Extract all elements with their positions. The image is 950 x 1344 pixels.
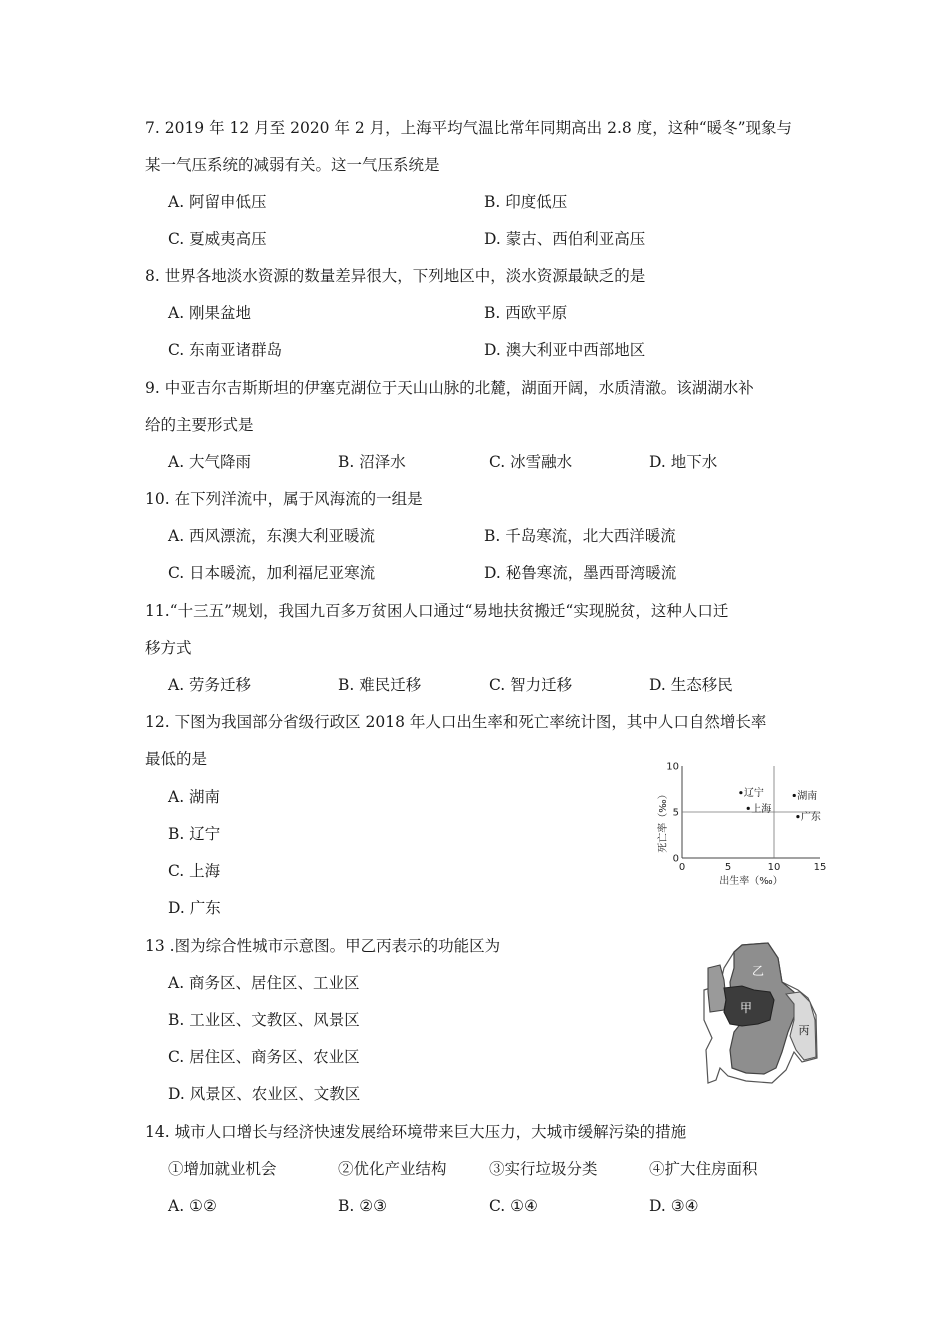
option-d: D. 蒙古、西伯利亚高压	[484, 230, 646, 248]
option-a: A. 刚果盆地	[168, 304, 252, 322]
question-stem-line: 某一气压系统的减弱有关。这一气压系统是	[145, 156, 440, 174]
option-b: B. 千岛寒流，北大西洋暖流	[484, 527, 676, 545]
x-tick-label: 15	[813, 862, 827, 873]
x-tick-label: 0	[678, 862, 686, 873]
chart-points	[739, 786, 821, 823]
choice-3: ③实行垃圾分类	[489, 1160, 598, 1178]
option-c: C. 东南亚诸群岛	[168, 341, 283, 359]
question-stem-line: 8. 世界各地淡水资源的数量差异很大，下列地区中，淡水资源最缺乏的是	[145, 267, 646, 285]
point-label: 辽宁	[743, 788, 764, 800]
option-d: D. 生态移民	[649, 676, 733, 694]
x-tick-label: 10	[767, 862, 781, 873]
city-function-map	[690, 940, 830, 1085]
y-tick-label: 10	[666, 761, 679, 773]
option-a: A. ①②	[168, 1197, 217, 1215]
question-stem-line: 最低的是	[145, 750, 208, 768]
choice-1: ①增加就业机会	[168, 1160, 277, 1178]
option-b: B. 沼泽水	[338, 453, 406, 471]
question-stem-line: 给的主要形式是	[145, 416, 254, 434]
birth-death-rate-chart	[655, 758, 835, 890]
option-d: D. 澳大利亚中西部地区	[484, 341, 646, 359]
point-label: 上海	[751, 803, 772, 815]
point-湖南	[793, 794, 796, 797]
option-a: A. 劳务迁移	[168, 676, 252, 694]
option-a: A. 湖南	[168, 788, 221, 806]
y-tick-label: 0	[672, 853, 679, 865]
y-tick-label: 5	[672, 807, 679, 819]
option-c: C. 夏威夷高压	[168, 230, 267, 248]
question-stem-line: 10. 在下列洋流中，属于风海流的一组是	[145, 490, 423, 508]
point-label: 湖南	[797, 790, 818, 802]
question-stem-line: 12. 下图为我国部分省级行政区 2018 年人口出生率和死亡率统计图，其中人口自然增长率	[145, 713, 767, 731]
option-d: D. 风景区、农业区、文教区	[168, 1085, 361, 1103]
option-c: C. 智力迁移	[489, 676, 573, 694]
option-d: D. 广东	[168, 899, 221, 917]
option-c: C. 冰雪融水	[489, 453, 573, 471]
option-d: D. 秘鲁寒流，墨西哥湾暖流	[484, 564, 677, 582]
question-stem-line: 7. 2019 年 12 月至 2020 年 2 月，上海平均气温比常年同期高出 2.8 度，这种“暖冬”现象与	[145, 119, 793, 137]
option-b: B. 西欧平原	[484, 304, 568, 322]
option-b: B. 工业区、文教区、风景区	[168, 1011, 360, 1029]
option-d: D. ③④	[649, 1197, 699, 1215]
option-b: B. ②③	[338, 1197, 388, 1215]
x-tick-label: 5	[724, 862, 732, 873]
option-a: A. 阿留申低压	[168, 193, 267, 211]
question-stem-line: 移方式	[145, 639, 192, 657]
point-广东	[796, 815, 799, 818]
question-stem-line: 14. 城市人口增长与经济快速发展给环境带来巨大压力，大城市缓解污染的措施	[145, 1123, 687, 1141]
question-stem-line: 9. 中亚吉尔吉斯斯坦的伊塞克湖位于天山山脉的北麓，湖面开阔，水质清澈。该湖湖水补	[145, 379, 754, 397]
chart-y-axis-label: 死亡率（‰）	[658, 789, 669, 853]
choice-2: ②优化产业结构	[338, 1160, 447, 1178]
option-a: A. 商务区、居住区、工业区	[168, 974, 360, 992]
point-label: 广东	[800, 812, 821, 824]
option-b: B. 辽宁	[168, 825, 221, 843]
label-jia: 甲	[739, 1001, 753, 1015]
option-c: C. 日本暖流，加利福尼亚寒流	[168, 564, 376, 582]
option-b: B. 印度低压	[484, 193, 568, 211]
option-b: B. 难民迁移	[338, 676, 422, 694]
option-a: A. 西风漂流，东澳大利亚暖流	[168, 527, 376, 545]
choice-4: ④扩大住房面积	[649, 1160, 758, 1178]
option-c: C. ①④	[489, 1197, 538, 1215]
option-c: C. 上海	[168, 862, 221, 880]
option-c: C. 居住区、商务区、农业区	[168, 1048, 360, 1066]
label-yi: 乙	[751, 964, 765, 978]
label-bing: 丙	[798, 1024, 810, 1037]
question-stem-line: 11.“十三五”规划，我国九百多万贫困人口通过“易地扶贫搬迁“实现脱贫，这种人口迁	[145, 602, 729, 620]
chart-x-axis-label: 出生率（‰）	[719, 876, 783, 887]
option-d: D. 地下水	[649, 453, 718, 471]
point-上海	[747, 807, 750, 810]
question-stem-line: 13 .图为综合性城市示意图。甲乙丙表示的功能区为	[145, 937, 501, 955]
option-a: A. 大气降雨	[168, 453, 252, 471]
point-辽宁	[739, 791, 742, 794]
